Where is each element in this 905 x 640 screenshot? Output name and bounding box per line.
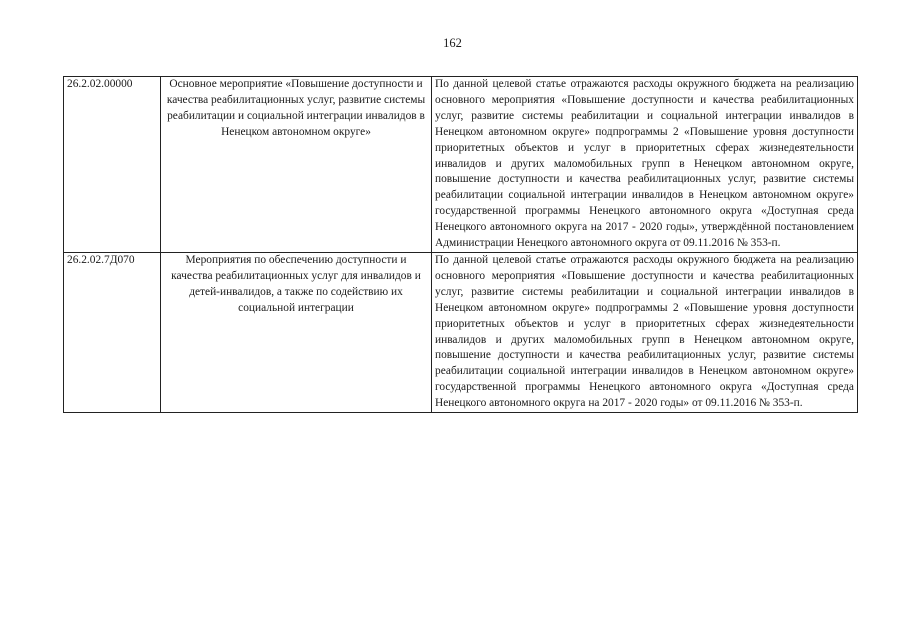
measure-description-cell: По данной целевой статье отражаются расходы окружного бюджета на реализацию основного мероприятия «Повышение доступности и качества реабилитационных услуг, развитие системы реабилитации и социальной интеграции инвалидов в Ненецком автономном округе» подпрограммы 2 «Повышение уровня доступности приоритетных объектов и услуг в приоритетных сферах жизнедеятельности инвалидов и других маломобильных групп в Ненецком автономном округе, повышение доступности и качества реабилитационных услуг, развитие системы реабилитации социальной интеграции инвалидов в Ненецком автономном округе» государственной программы Ненецкого автономного округа «Доступная среда Ненецкого автономного округа на 2017 - 2020 годы», утверждённой постановлением Администрации Ненецкого автономного округа от 09.11.2016 № 353-п.	[432, 77, 858, 253]
measure-description-cell: По данной целевой статье отражаются расходы окружного бюджета на реализацию основного мероприятия «Повышение доступности и качества реабилитационных услуг, развитие системы реабилитации и социальной интеграции инвалидов в Ненецком автономном округе» подпрограммы 2 «Повышение уровня доступности приоритетных объектов и услуг в приоритетных сферах жизнедеятельности инвалидов и других маломобильных групп в Ненецком автономном округе, повышение доступности и качества реабилитационных услуг, развитие системы реабилитации социальной интеграции инвалидов в Ненецком автономном округе» государственной программы Ненецкого автономного округа «Доступная среда Ненецкого автономного округа на 2017 - 2020 годы» от 09.11.2016 № 353-п.	[432, 252, 858, 412]
measure-name-cell: Мероприятия по обеспечению доступности и качества реабилитационных услуг для инвалидов и детей-инвалидов, а также по содействию их социальной интеграции	[161, 252, 432, 412]
measure-name-cell: Основное мероприятие «Повышение доступности и качества реабилитационных услуг, развитие системы реабилитации и социальной интеграции инвалидов в Ненецком автономном округе»	[161, 77, 432, 253]
page-number: 162	[443, 36, 462, 50]
budget-classification-table	[63, 76, 858, 413]
table-row	[64, 252, 858, 412]
budget-code-cell: 26.2.02.7Д070	[64, 252, 161, 412]
table-row	[64, 77, 858, 253]
budget-code-cell: 26.2.02.00000	[64, 77, 161, 253]
